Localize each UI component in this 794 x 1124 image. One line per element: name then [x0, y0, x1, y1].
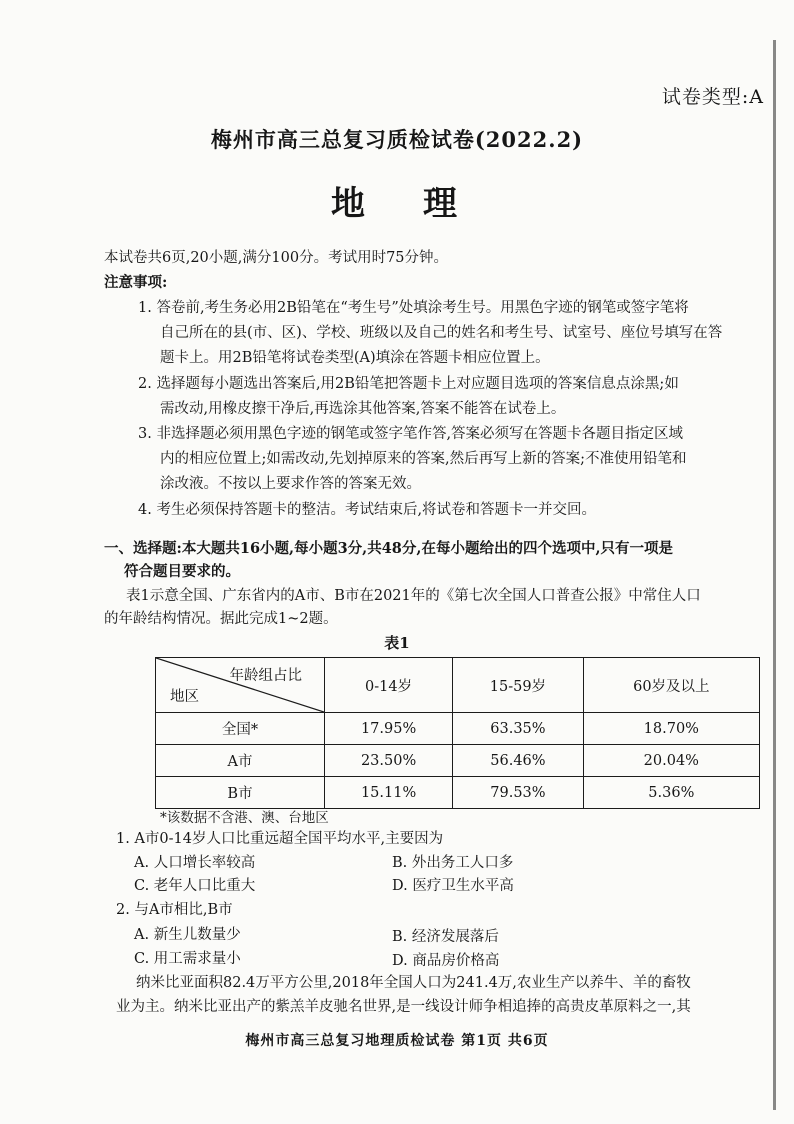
notice-line: 涂改液。不按以上要求作答的答案无效。	[160, 476, 421, 492]
section-heading: 一、选择题:本大题共16小题,每小题3分,共48分,在每小题给出的四个选项中,只有一项是	[104, 540, 673, 557]
value-cell: 20.04%	[583, 745, 759, 777]
region-cell: A市	[156, 745, 325, 777]
question-option: C. 老年人口比重大	[134, 878, 256, 894]
value-cell: 56.46%	[453, 745, 583, 777]
question-option: B. 外出务工人口多	[392, 855, 514, 871]
exam-title: 梅州市高三总复习质检试卷(2022.2)	[210, 127, 584, 152]
subject-char: 理	[423, 184, 463, 224]
table-header-row	[156, 658, 760, 713]
material-text: 业为主。纳米比亚出产的紫羔羊皮驰名世界,是一线设计师争相追捧的高贵皮革原料之一,其	[116, 999, 691, 1015]
table-caption: 表1	[384, 634, 410, 652]
question-option: A. 人口增长率较高	[134, 855, 256, 871]
notice-line: 内的相应位置上;如需改动,先划掉原来的答案,然后再写上新的答案;不准使用铅笔和	[160, 451, 687, 467]
question-stem: 2. 与A市相比,B市	[116, 902, 233, 918]
question-option: C. 用工需求量小	[134, 951, 241, 967]
corner-label-bottom: 地区	[170, 689, 199, 705]
exam-intro: 本试卷共6页,20小题,满分100分。考试用时75分钟。	[104, 250, 449, 266]
section-heading: 符合题目要求的。	[124, 563, 240, 580]
material-text: 表1示意全国、广东省内的A市、B市在2021年的《第七次全国人口普查公报》中常住人口	[126, 588, 701, 604]
question-option: D. 医疗卫生水平高	[392, 878, 514, 894]
table-footnote: *该数据不含港、澳、台地区	[160, 810, 329, 826]
age-structure-table	[155, 657, 760, 809]
column-header: 60岁及以上	[583, 658, 759, 713]
question-option: B. 经济发展落后	[392, 929, 499, 945]
table-row	[156, 777, 760, 809]
value-cell: 5.36%	[583, 777, 759, 809]
subject-char: 地	[331, 184, 371, 224]
notice-line: 自己所在的县(市、区)、学校、班级以及自己的姓名和考生号、试室号、座位号填写在答	[160, 325, 723, 341]
page-footer: 梅州市高三总复习地理质检试卷 第1页 共6页	[245, 1033, 549, 1049]
value-cell: 17.95%	[325, 713, 453, 745]
value-cell: 63.35%	[453, 713, 583, 745]
value-cell: 15.11%	[325, 777, 453, 809]
region-cell: B市	[156, 777, 325, 809]
notice-line: 1. 答卷前,考生务必用2B铅笔在“考生号”处填涂考生号。用黑色字迹的钢笔或签字笔将	[138, 300, 689, 316]
corner-label-top: 年龄组占比	[229, 668, 302, 684]
notice-heading: 注意事项:	[104, 274, 168, 291]
table-row	[156, 713, 760, 745]
question-option: A. 新生儿数量少	[134, 927, 241, 943]
notice-line: 3. 非选择题必须用黑色字迹的钢笔或签字笔作答,答案必须写在答题卡各题目指定区域	[138, 426, 684, 442]
table-row	[156, 745, 760, 777]
notice-line: 2. 选择题每小题选出答案后,用2B铅笔把答题卡上对应题目选项的答案信息点涂黑;如	[138, 376, 679, 392]
value-cell: 79.53%	[453, 777, 583, 809]
notice-line: 需改动,用橡皮擦干净后,再选涂其他答案,答案不能答在试卷上。	[160, 401, 566, 417]
question-option: D. 商品房价格高	[392, 953, 500, 969]
value-cell: 23.50%	[325, 745, 453, 777]
question-stem: 1. A市0-14岁人口比重远超全国平均水平,主要因为	[116, 831, 444, 847]
notice-line: 4. 考生必须保持答题卡的整洁。考试结束后,将试卷和答题卡一并交回。	[138, 502, 597, 518]
material-text: 纳米比亚面积82.4万平方公里,2018年全国人口为241.4万,农业生产以养牛、羊的畜牧	[136, 975, 691, 991]
table-corner-cell	[156, 658, 325, 713]
region-cell: 全国*	[156, 713, 325, 745]
material-text: 的年龄结构情况。据此完成1~2题。	[104, 611, 338, 627]
column-header: 15-59岁	[453, 658, 583, 713]
paper-type-label: 试卷类型:A	[661, 86, 764, 108]
notice-line: 题卡上。用2B铅笔将试卷类型(A)填涂在答题卡相应位置上。	[160, 350, 550, 366]
value-cell: 18.70%	[583, 713, 759, 745]
column-header: 0-14岁	[325, 658, 453, 713]
subject-title	[0, 176, 794, 225]
